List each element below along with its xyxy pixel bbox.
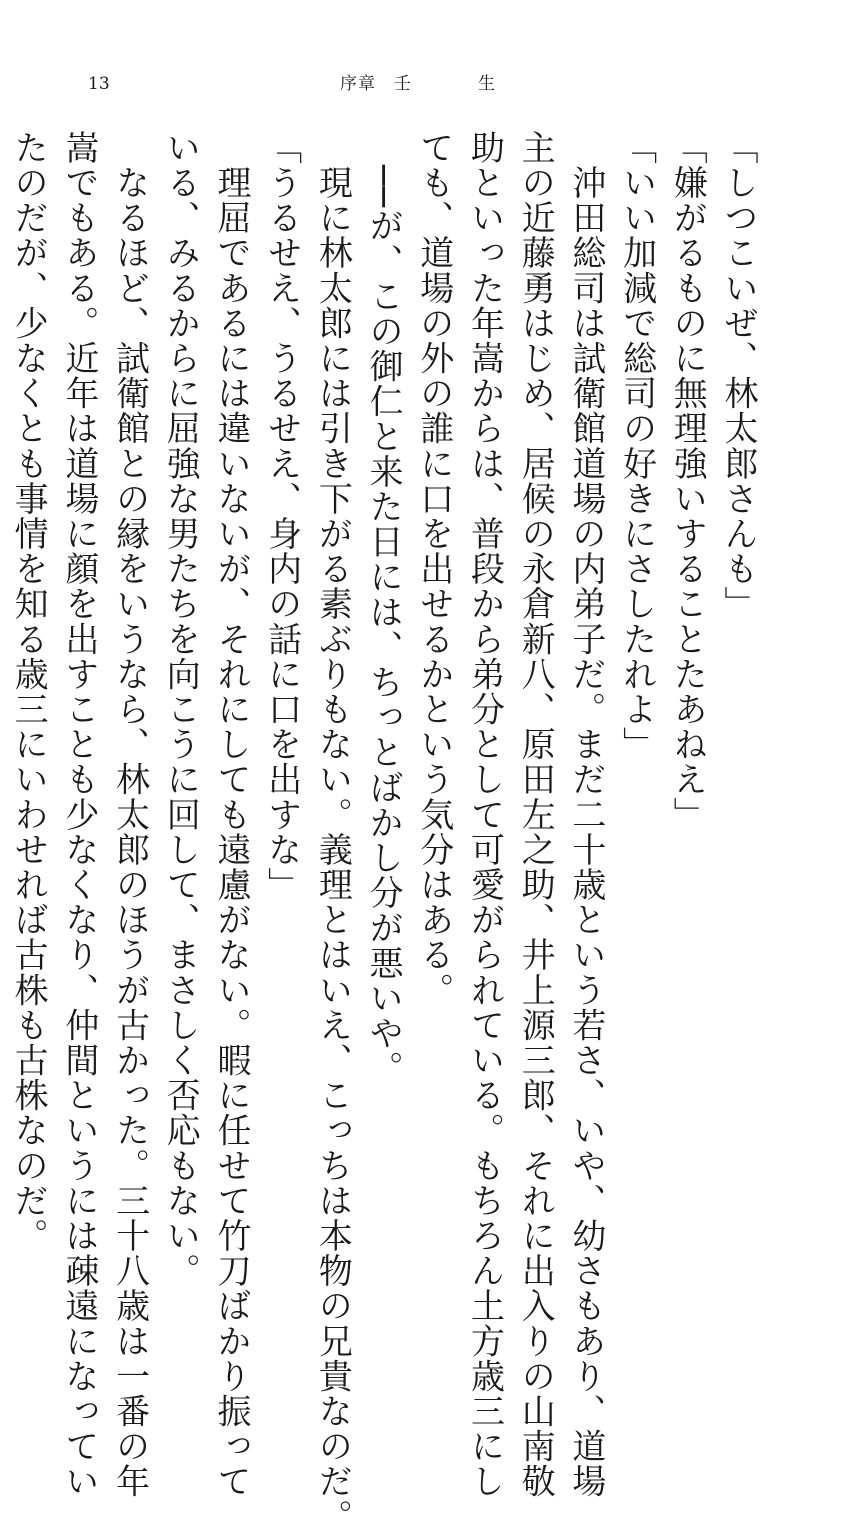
text-line: 助といった年嵩からは、普段から弟分として可愛がられている。もちろん土方歳三にし [464,130,505,1499]
text-line: ──が、この御仁と来た日には、ちっとばかし分が悪いや。 [363,130,404,1086]
text-line: 「いい加減で総司の好きにさしたれよ」 [616,130,657,762]
text-line: なるほど、試衛館との縁をいうなら、林太郎のほうが古かった。三十八歳は一番の年 [109,130,150,1499]
text-line: たのだが、少なくとも事情を知る歳三にいわせれば古株も古株なのだ。 [8,130,49,1254]
title-part-2: 生 [478,74,496,94]
page-number: 13 [88,74,110,94]
text-line: 沖田総司は試衛館道場の内弟子だ。まだ二十歳という若さ、いや、幼さもあり、道場 [565,130,606,1499]
chapter-label: 序章 [340,74,376,94]
text-line: 「嫌がるものに無理強いすることたあねえ」 [667,130,708,832]
text-line: ても、道場の外の誰に口を出せるかという気分はある。 [413,130,454,1008]
text-line: 嵩でもある。近年は道場に顔を出すことも少なくなり、仲間というには疎遠になってい [58,130,99,1499]
text-line: 「うるせえ、うるせえ、身内の話に口を出すな」 [261,130,302,903]
text-line: 主の近藤勇はじめ、居候の永倉新八、原田左之助、井上源三郎、それに出入りの山南敬 [515,130,556,1499]
page-header [0,72,841,96]
vertical-body-text [8,130,763,1534]
text-line: 「しつこいぜ、林太郎さんも」 [718,130,758,622]
text-line: 現に林太郎には引き下がる素ぶりもない。義理とはいえ、こっちは本物の兄貴なのだ。 [312,130,353,1534]
running-head [340,72,496,96]
text-line: 理屈であるには違いないが、それにしても遠慮がない。暇に任せて竹刀ばかり振って [210,130,251,1499]
text-line: いる、みるからに屈強な男たちを向こうに回して、まさしく否応もない。 [160,130,201,1289]
title-part-1: 壬 [394,74,412,94]
